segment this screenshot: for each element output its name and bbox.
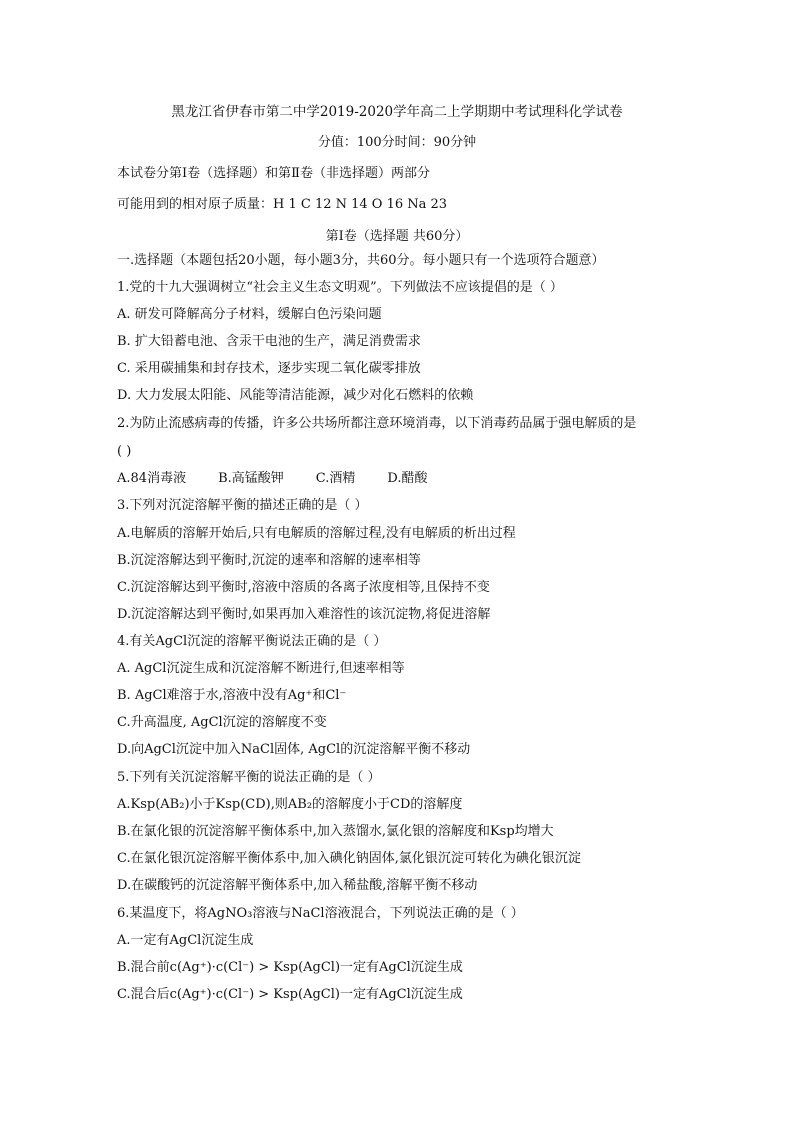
question-2-option-b: B.高锰酸钾 (218, 471, 284, 486)
question-1-option-d: D. 大力发展太阳能、风能等清洁能源，减少对化石燃料的依赖 (117, 388, 474, 403)
question-1-stem: 1.党的十九大强调树立“社会主义生态文明观”。下列做法不应该提倡的是（ ） (117, 280, 563, 295)
question-6-stem: 6.某温度下，将AgNO₃溶液与NaCl溶液混合，下列说法正确的是（ ） (117, 906, 524, 921)
question-2-stem-cont: ( ) (117, 444, 132, 459)
question-1-option-b: B. 扩大铅蓄电池、含汞干电池的生产，满足消费需求 (117, 334, 421, 349)
question-2-option-d: D.醋酸 (387, 471, 428, 486)
question-5-option-a: A.Ksp(AB₂)小于Ksp(CD),则AB₂的溶解度小于CD的溶解度 (117, 797, 463, 812)
question-6-option-c: C.混合后c(Ag⁺)·c(Cl⁻) > Ksp(AgCl)一定有AgCl沉淀生成 (117, 987, 463, 1002)
exam-intro: 本试卷分第Ⅰ卷（选择题）和第Ⅱ卷（非选择题）两部分 (117, 166, 430, 181)
question-4-stem: 4.有关AgCl沉淀的溶解平衡说法正确的是（ ） (117, 634, 387, 649)
question-4-option-a: A. AgCl沉淀生成和沉淀溶解不断进行,但速率相等 (117, 661, 405, 676)
question-2-options (117, 470, 427, 488)
question-2-option-a: A.84消毒液 (117, 471, 187, 486)
section-title: 第Ⅰ卷（选择题 共60分） (325, 229, 469, 244)
question-4-option-d: D.向AgCl沉淀中加入NaCl固体, AgCl的沉淀溶解平衡不移动 (117, 742, 471, 757)
question-5-stem: 5.下列有关沉淀溶解平衡的说法正确的是（ ） (117, 770, 381, 785)
question-1-option-a: A. 研发可降解高分子材料，缓解白色污染问题 (117, 307, 382, 322)
exam-title: 黑龙江省伊春市第二中学2019-2020学年高二上学期期中考试理科化学试卷 (171, 104, 623, 120)
question-3-option-d: D.沉淀溶解达到平衡时,如果再加入难溶性的该沉淀物,将促进溶解 (117, 607, 491, 622)
question-3-stem: 3.下列对沉淀溶解平衡的描述正确的是（ ） (117, 498, 368, 513)
atomic-mass: 可能用到的相对原子质量：H 1 C 12 N 14 O 16 Na 23 (117, 197, 448, 212)
score-time: 分值：100分时间：90分钟 (317, 135, 477, 150)
question-6-option-a: A.一定有AgCl沉淀生成 (117, 933, 254, 948)
question-2-stem: 2.为防止流感病毒的传播，许多公共场所都注意环境消毒，以下消毒药品属于强电解质的是 (117, 416, 637, 431)
question-4-option-b: B. AgCl难溶于水,溶液中没有Ag⁺和Cl⁻ (117, 688, 347, 703)
question-3-option-c: C.沉淀溶解达到平衡时,溶液中溶质的各离子浓度相等,且保持不变 (117, 580, 490, 595)
question-1-option-c: C. 采用碳捕集和封存技术，逐步实现二氧化碳零排放 (117, 361, 421, 376)
question-5-option-d: D.在碳酸钙的沉淀溶解平衡体系中,加入稀盐酸,溶解平衡不移动 (117, 878, 478, 893)
question-4-option-c: C.升高温度, AgCl沉淀的溶解度不变 (117, 715, 327, 730)
section-instructions: 一.选择题（本题包括20小题，每小题3分，共60分。每小题只有一个选项符合题意） (117, 253, 605, 268)
question-6-option-b: B.混合前c(Ag⁺)·c(Cl⁻) > Ksp(AgCl)一定有AgCl沉淀生成 (117, 960, 463, 975)
question-5-option-b: B.在氯化银的沉淀溶解平衡体系中,加入蒸馏水,氯化银的溶解度和Ksp均增大 (117, 824, 554, 839)
question-3-option-a: A.电解质的溶解开始后,只有电解质的溶解过程,没有电解质的析出过程 (117, 526, 516, 541)
question-2-option-c: C.酒精 (315, 471, 356, 486)
question-5-option-c: C.在氯化银沉淀溶解平衡体系中,加入碘化钠固体,氯化银沉淀可转化为碘化银沉淀 (117, 851, 581, 866)
question-3-option-b: B.沉淀溶解达到平衡时,沉淀的速率和溶解的速率相等 (117, 553, 421, 568)
